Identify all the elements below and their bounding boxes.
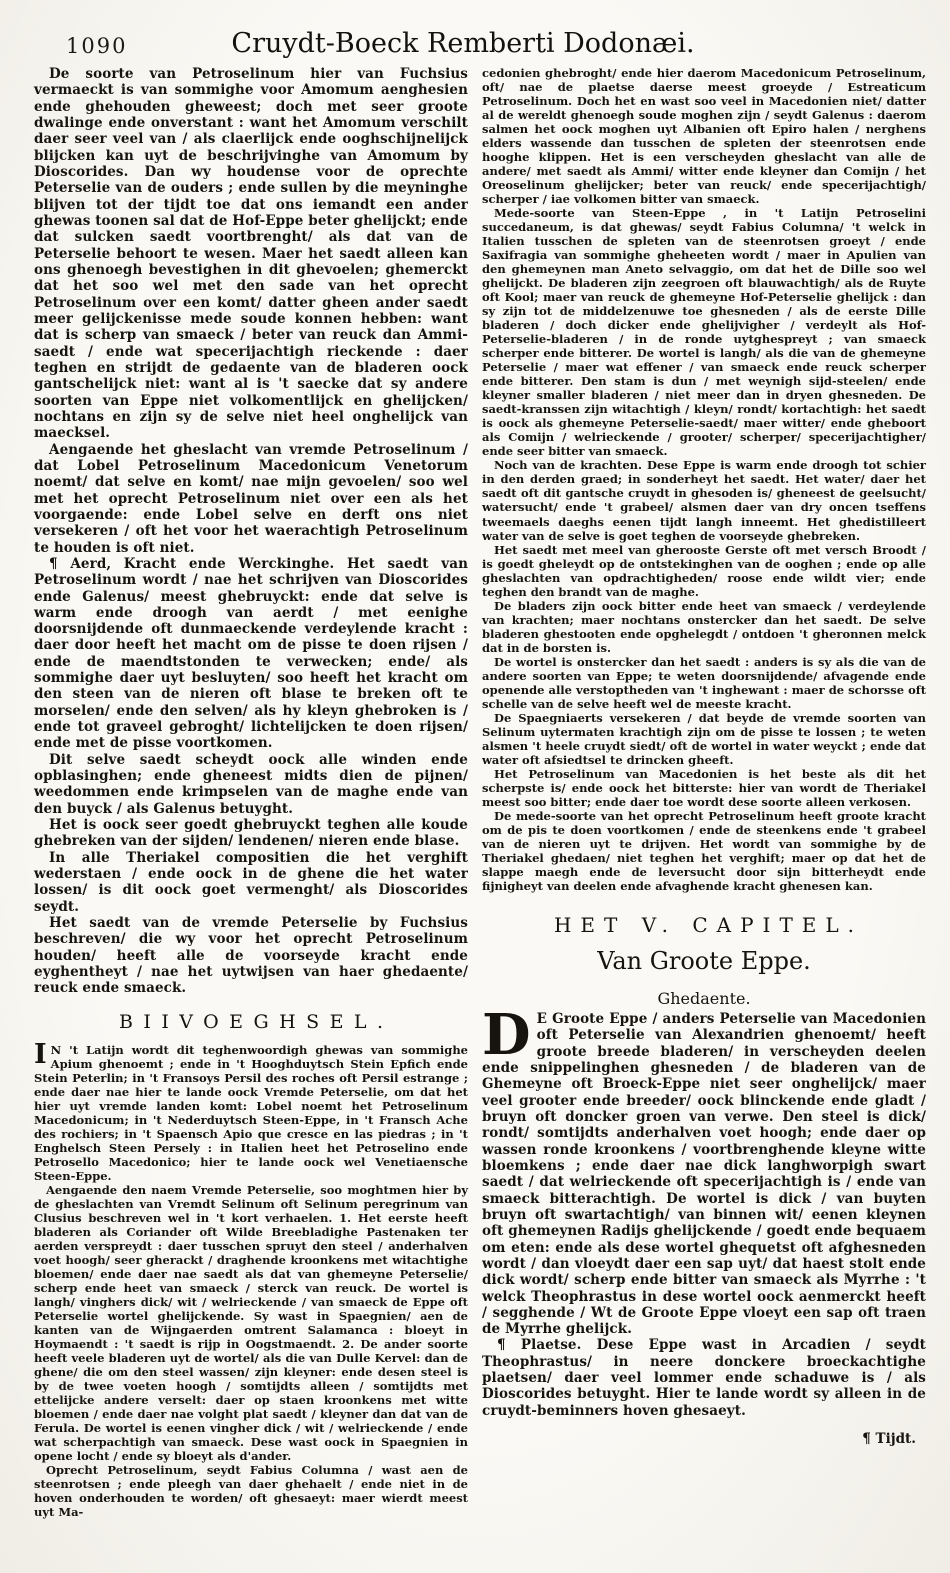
paragraph: Dit selve saedt scheydt oock alle winden ende opblasinghen; ende gheneest midts dien de pijnen/ weedommen ende krimpselen van de maghe ende van den buyck / als Galenus betuyght.: [34, 751, 468, 817]
appendix-paragraph: Aengaende den naem Vremde Peterselie, soo moghtmen hier by de gheslachten van Vremdt Selinum oft Selinum peregrinum van Clusius beschreven wel in 't kort verhaelen. 1. Het eerste heeft bladeren als Coriander oft Wilde Breebladighe Pastenaken ter aerden verspreydt : daer tusschen spruyt den steel / anderhalven voet hoogh/ seer gherackt / draghende kroonkens met witachtighe bloemen/ ende daer nae saedt als dat van ghemeyne Peterselie/ scherp ende heet van smaeck / sterck van reuck. De wortel is langh/ vinghers dick/ wit / welrieckende / van smaeck de Eppe oft Peterselie wortel ghelijckende. Sy wast in Spaegnien/ aen de kanten van de Wijngaerden omtrent Salamanca : bloeyt in Hoymaendt : 't saedt is rijp in Oogstmaendt. 2. De ander soorte heeft veele bladeren uyt de wortel/ als die van Dulle Kervel: dan de ghene/ die om den steel wassen/ zijn kleyner: ende desen steel is by de twee voeten hoogh / somtijdts alleen / somtijdts met ettelijcke andere verselt: daer op staen kroonkens met witte bloemen / ende daer nae volght plat saedt / kleyner dan dat van de Ferula. De wortel is eenen vingher dick / wit / welrieckende / ende wat scherpachtigh van smaeck. Dese wast oock in Spaegnien in opene locht / ende sy bloeyt als d'ander.: [34, 1182, 468, 1464]
appendix-paragraph: Noch van de krachten. Dese Eppe is warm ende droogh tot schier in den derden graed; in sonderheyt het saedt. Het water/ daer het saedt oft dit gantsche cruydt in ghesoden is/ gheneest de geelsucht/ watersucht/ ende 't grabeel/ alsmen daer van dry oncen tseffens tweemaels daeghs eenen tijdt langh inneemt. Het ghedistilleert water van de selve is goet teghen de voorseyde ghebreken.: [482, 458, 926, 543]
running-title: Cruydt-Boeck Remberti Dodonæi.: [231, 28, 695, 59]
paragraph: [482, 1001, 926, 1338]
paragraph: In alle Theriakel compositien die het verghift wederstaen / ende oock in de ghene die het water lossen/ is dit oock goet vermenght/ als Dioscorides seydt.: [34, 849, 468, 915]
paragraph: ¶ Aerd, Kracht ende Werckinghe. Het saedt van Petroselinum wordt / nae het schrijven van Dioscorides ende Galenus/ meest ghebruyckt: ende dat selve is warm ende droogh van aerdt / met eenighe doorsnijdende oft dunmaeckende verdeylende kracht : daer door heeft het macht om de pisse te doen rijsen / ende de maendtstonden te verwecken; ende/ als sommighe daer uyt besluyten/ soo heeft het kracht om den steen van de nieren oft blase te breken oft te morselen/ ende den selven/ als hy kleyn ghebroken is / ende tot graveel gebroght/ lichtelijcken te doen rijsen/ ende met de pisse voortkomen.: [34, 555, 468, 752]
paragraph-text: E Groote Eppe / anders Peterselie van Macedonien oft Peterselie van Alexandrien ghenoemt/ heeft groote breede bladeren/ in verscheyden deelen ende snippelinghen ghesneden / de bladeren van de Ghemeyne oft Broeck-Eppe niet seer onghelijck/ maer veel grooter ende breeder/ oock blinckende ende gladt / bruyn oft doncker groen van verwe. Den steel is dick/ rondt/ somtijdts anderhalven voet hoogh; ende daer op wassen ronde kroonkens / voortbrenghende kleyne witte bloemkens ; ende daer nae dick langhworpigh swart saedt / dat welrieckende oft specerijachtigh is / ende van smaeck bitterachtigh. De wortel is dick / van buyten bruyn oft swartachtigh/ van binnen wit/ eenen kleynen oft ghemeynen Radijs ghelijckende / goedt ende bequaem om eten: ende als dese wortel ghequetst oft afghesneden wordt / dan vloeydt daer een sap uyt/ dat haest stolt ende dick wordt/ scherp ende bitter van smaeck als Myrrhe : 't welck Theophrastus in dese wortel oock aenmerckt heeft / segghende / Wt de Groote Eppe vloeyt een sap oft traen de Myrrhe ghelijck.: [482, 1010, 926, 1338]
bijvoeghsel-heading: BIIVOEGHSEL.: [118, 1010, 394, 1033]
paragraph: Het saedt van de vremde Peterselie by Fuchsius beschreven/ die wy voor het oprecht Petroselinum houden/ heeft alle de voorseyde kracht ende eyghentheyt / nae het uytwijsen van haer ghedaente/ reuck ende smaeck.: [34, 915, 468, 997]
paragraph: Het is oock seer goedt ghebruyckt teghen alle koude ghebreken van der sijden/ lendenen/ nieren ende blase.: [34, 817, 468, 850]
appendix-paragraph: De bladers zijn oock bitter ende heet van smaeck / verdeylende van krachten; maer nochtans onstercker dan het saedt. De selve bladeren ghestooten ende opghelegdt / ontdoen 't gheronnen melck dat in de borsten is.: [482, 598, 926, 655]
appendix-paragraph: Oprecht Petroselinum, seydt Fabius Columna / wast aen de steenrotsen ; ende pleegh van daer ghehaelt / ende niet in de hoven onderhouden te worden/ oft ghesaeyt: maer wierdt meest uyt Ma-: [34, 1463, 468, 1520]
dropcap-initial: I: [34, 1038, 47, 1070]
dropcap-initial: D: [482, 1001, 531, 1068]
right-column: [482, 66, 926, 1447]
paragraph: De soorte van Petroselinum hier van Fuchsius vermaeckt is van sommighe voor Amomum aenghesien ende ghehouden gheweest; doch met seer groote dwalinge ende onverstant : want het Amomum verschilt daer seer veel van / als claerlijck ende ooghschijnelijck blijcken kan uyt de beschrijvinghe van Amomum by Dioscorides. Dan wy houdense voor de oprechte Peterselie van de ouders ; ende sullen by die meyninghe blijven tot der tijdt toe dat ons iemandt een ander ghewas toonen sal dat de Hof-Eppe beter ghelijckt; ende dat sulcken saedt voortbrenght/ als dat van de Peterselie behoort te wesen. Maer het saedt alleen kan ons ghenoegh bevestighen in dit ghevoelen; ghemerckt dat het soo wel met den sade van het oprecht Petroselinum over een komt/ datter gheen ander saedt meer gelijckenisse mede soude konnen hebben: want dat is scherp van smaeck / beter van reuck dan Ammi-saedt / ende wat specerijachtigh rieckende : daer teghen en strijdt de gedaente van de bladeren oock gantschelijck niet: want al is 't saecke dat sy andere soorten van Eppe niet volkomentlijck en ghelijcken/ nochtans en zijn sy de selve niet heel onghelijck van maecksel.: [34, 66, 468, 442]
page-number: 1090: [66, 34, 128, 58]
appendix-paragraph: De mede-soorte van het oprecht Petroselinum heeft groote kracht om de pis te doen voortkomen / ende de steenkens ende 't grabeel van de nieren uyt te drijven. Het wordt van sommighe by de Theriakel ghedaen/ niet teghen het verghift; maer op dat het de slappe maegh ende de leversucht door sijn bitterheydt ende fijnigheyt van deelen ende afvaghende kracht ghenesen kan.: [482, 808, 926, 893]
paragraph: Aengaende het gheslacht van vremde Petroselinum / dat Lobel Petroselinum Macedonicum Venetorum noemt/ dat selve en komt/ nae mijn gevoelen/ soo wel met het oprecht Petroselinum niet over een als het voorgaende: ende Lobel selve en derft ons niet versekeren / oft het voor het waerachtigh Petroselinum te houden is oft niet.: [34, 441, 468, 556]
appendix-paragraph: Het saedt met meel van gherooste Gerste oft met versch Broodt / is goedt gheleydt op de ontstekinghen van de ooghen ; ende op alle gheslachten van opdrachtigheden/ roose ende wildt vier; ende teghen den brandt van de maghe.: [482, 542, 926, 599]
appendix-paragraph: Mede-soorte van Steen-Eppe , in 't Latijn Petroselini succedaneum, is dat ghewas/ seydt Fabius Columna/ 't welck in Italien tusschen de spleten van de steenrotsen groeyt / ende Saxifragia van sommighe gheheeten wordt / maer in Apulien van den ghemeynen man Aneto selvaggio, om dat het de Dille soo wel ghelijckt. De bladeren zijn zeegroen oft blauwachtigh/ als de Ruyte oft Kool; maer van reuck de ghemeyne Hof-Peterselie ghelijck : dan sy zijn tot de middelzenuwe toe ghesneden / als de eerste Dille bladeren / doch dicker ende ghelijvigher / verdeylt als Hof-Peterselie-bladeren / in de ronde uytghespreyt ; van smaeck scherper ende bitterer. De wortel is langh/ als die van de ghemeyne Peterselie / maer wat effener / van smaeck ende reuck scherper ende bitterer. Den stam is dun / met weynigh sijd-steelen/ ende kleyner smaller bladeren / niet meer dan in dryen ghesneden. De saedt-kranssen zijn witachtigh / kleyn/ rondt/ kortachtigh: het saedt is oock als ghemeyne Peterselie-saedt/ maer witter/ ende gheboort als Comijn / welrieckende / grooter/ scherper/ specerijachtigher/ ende seer bitter van smaeck.: [482, 206, 926, 459]
appendix-paragraph: [34, 1038, 468, 1183]
chapter-title: Van Groote Eppe.: [597, 946, 811, 975]
paragraph-text: N 't Latijn wordt dit teghenwoordigh ghewas van sommighe Apium ghenoemt ; ende in 't Hooghduytsch Stein Epfich ende Stein Peterlin; in 't Fransoys Persil des roches oft Persil estrange ; ende daer nae hier te lande oock Vremde Peterselie, om dat het hier uyt vremde landen komt: Lobel noemt het Petroselinum Macedonicum; in 't Nederduytsch Steen-Eppe, in 't Fransch Ache des rochiers; in 't Spaensch Apio que cresce en las piedras ; in 't Enghelsch Steen Persely : in Italien heet het Petroselino ende Petrosello Macedonico; hier te lande oock wel Venetiaensche Steen-Eppe.: [34, 1042, 468, 1183]
appendix-paragraph: Het Petroselinum van Macedonien is het beste als dit het scherpste is/ ende oock het bitterste: hier van wordt de Theriakel meest soo bitter; ende daer toe wordt dese soorte alleen verkosen.: [482, 766, 926, 809]
appendix-paragraph: cedonien ghebroght/ ende hier daerom Macedonicum Petroselinum, oft/ nae de plaetse daerse meest groeyde / Estreaticum Petroselinum. Doch het en wast soo veel in Macedonien niet/ datter al de wereldt ghenoegh soude moghen zijn / seydt Galenus : daerom salmen het oock moghen uyt Albanien oft Epiro halen / nerghens elders wassende dan tusschen de spleten der steenrotsen ende hooghe klippen. Het is een verscheyden gheslacht van alle de andere/ met saedt als Ammi/ witter ende kleyner dan Comijn / het Oreoselinum ghelijcker; beter van reuck/ ende specerijachtigh/ scherper / iae volkomen bitter van smaeck.: [482, 66, 926, 207]
appendix-paragraph: De wortel is onstercker dan het saedt : anders is sy als die van de andere soorten van Eppe; te weten doorsnijdende/ afvagende ende openende alle verstoptheden van 't inghewant : maer de schorsse oft schelle van de selve heeft wel de meeste kracht.: [482, 654, 926, 711]
catchword: ¶ Tijdt.: [862, 1431, 916, 1448]
chapter-heading: HET V. CAPITEL.: [553, 912, 864, 937]
left-column: [34, 66, 468, 1519]
appendix-paragraph: De Spaegniaerts versekeren / dat beyde de vremde soorten van Selinum uytermaten krachtigh zijn om de pisse te lossen ; te weten alsmen 't heele cruydt siedt/ oft de wortel in water weyckt ; ende dat water oft afsiedtsel te drincken gheeft.: [482, 710, 926, 767]
ghedaente-heading: Ghedaente.: [657, 988, 751, 1008]
paragraph: ¶ Plaetse. Dese Eppe wast in Arcadien / seydt Theophrastus/ in neere donckere broeckachtighe plaetsen/ daer veel lommer ende schaduwe is / als Dioscorides betuyght. Hier te lande wordt sy alleen in de cruydt-beminners hoven ghesaeyt.: [482, 1337, 926, 1419]
